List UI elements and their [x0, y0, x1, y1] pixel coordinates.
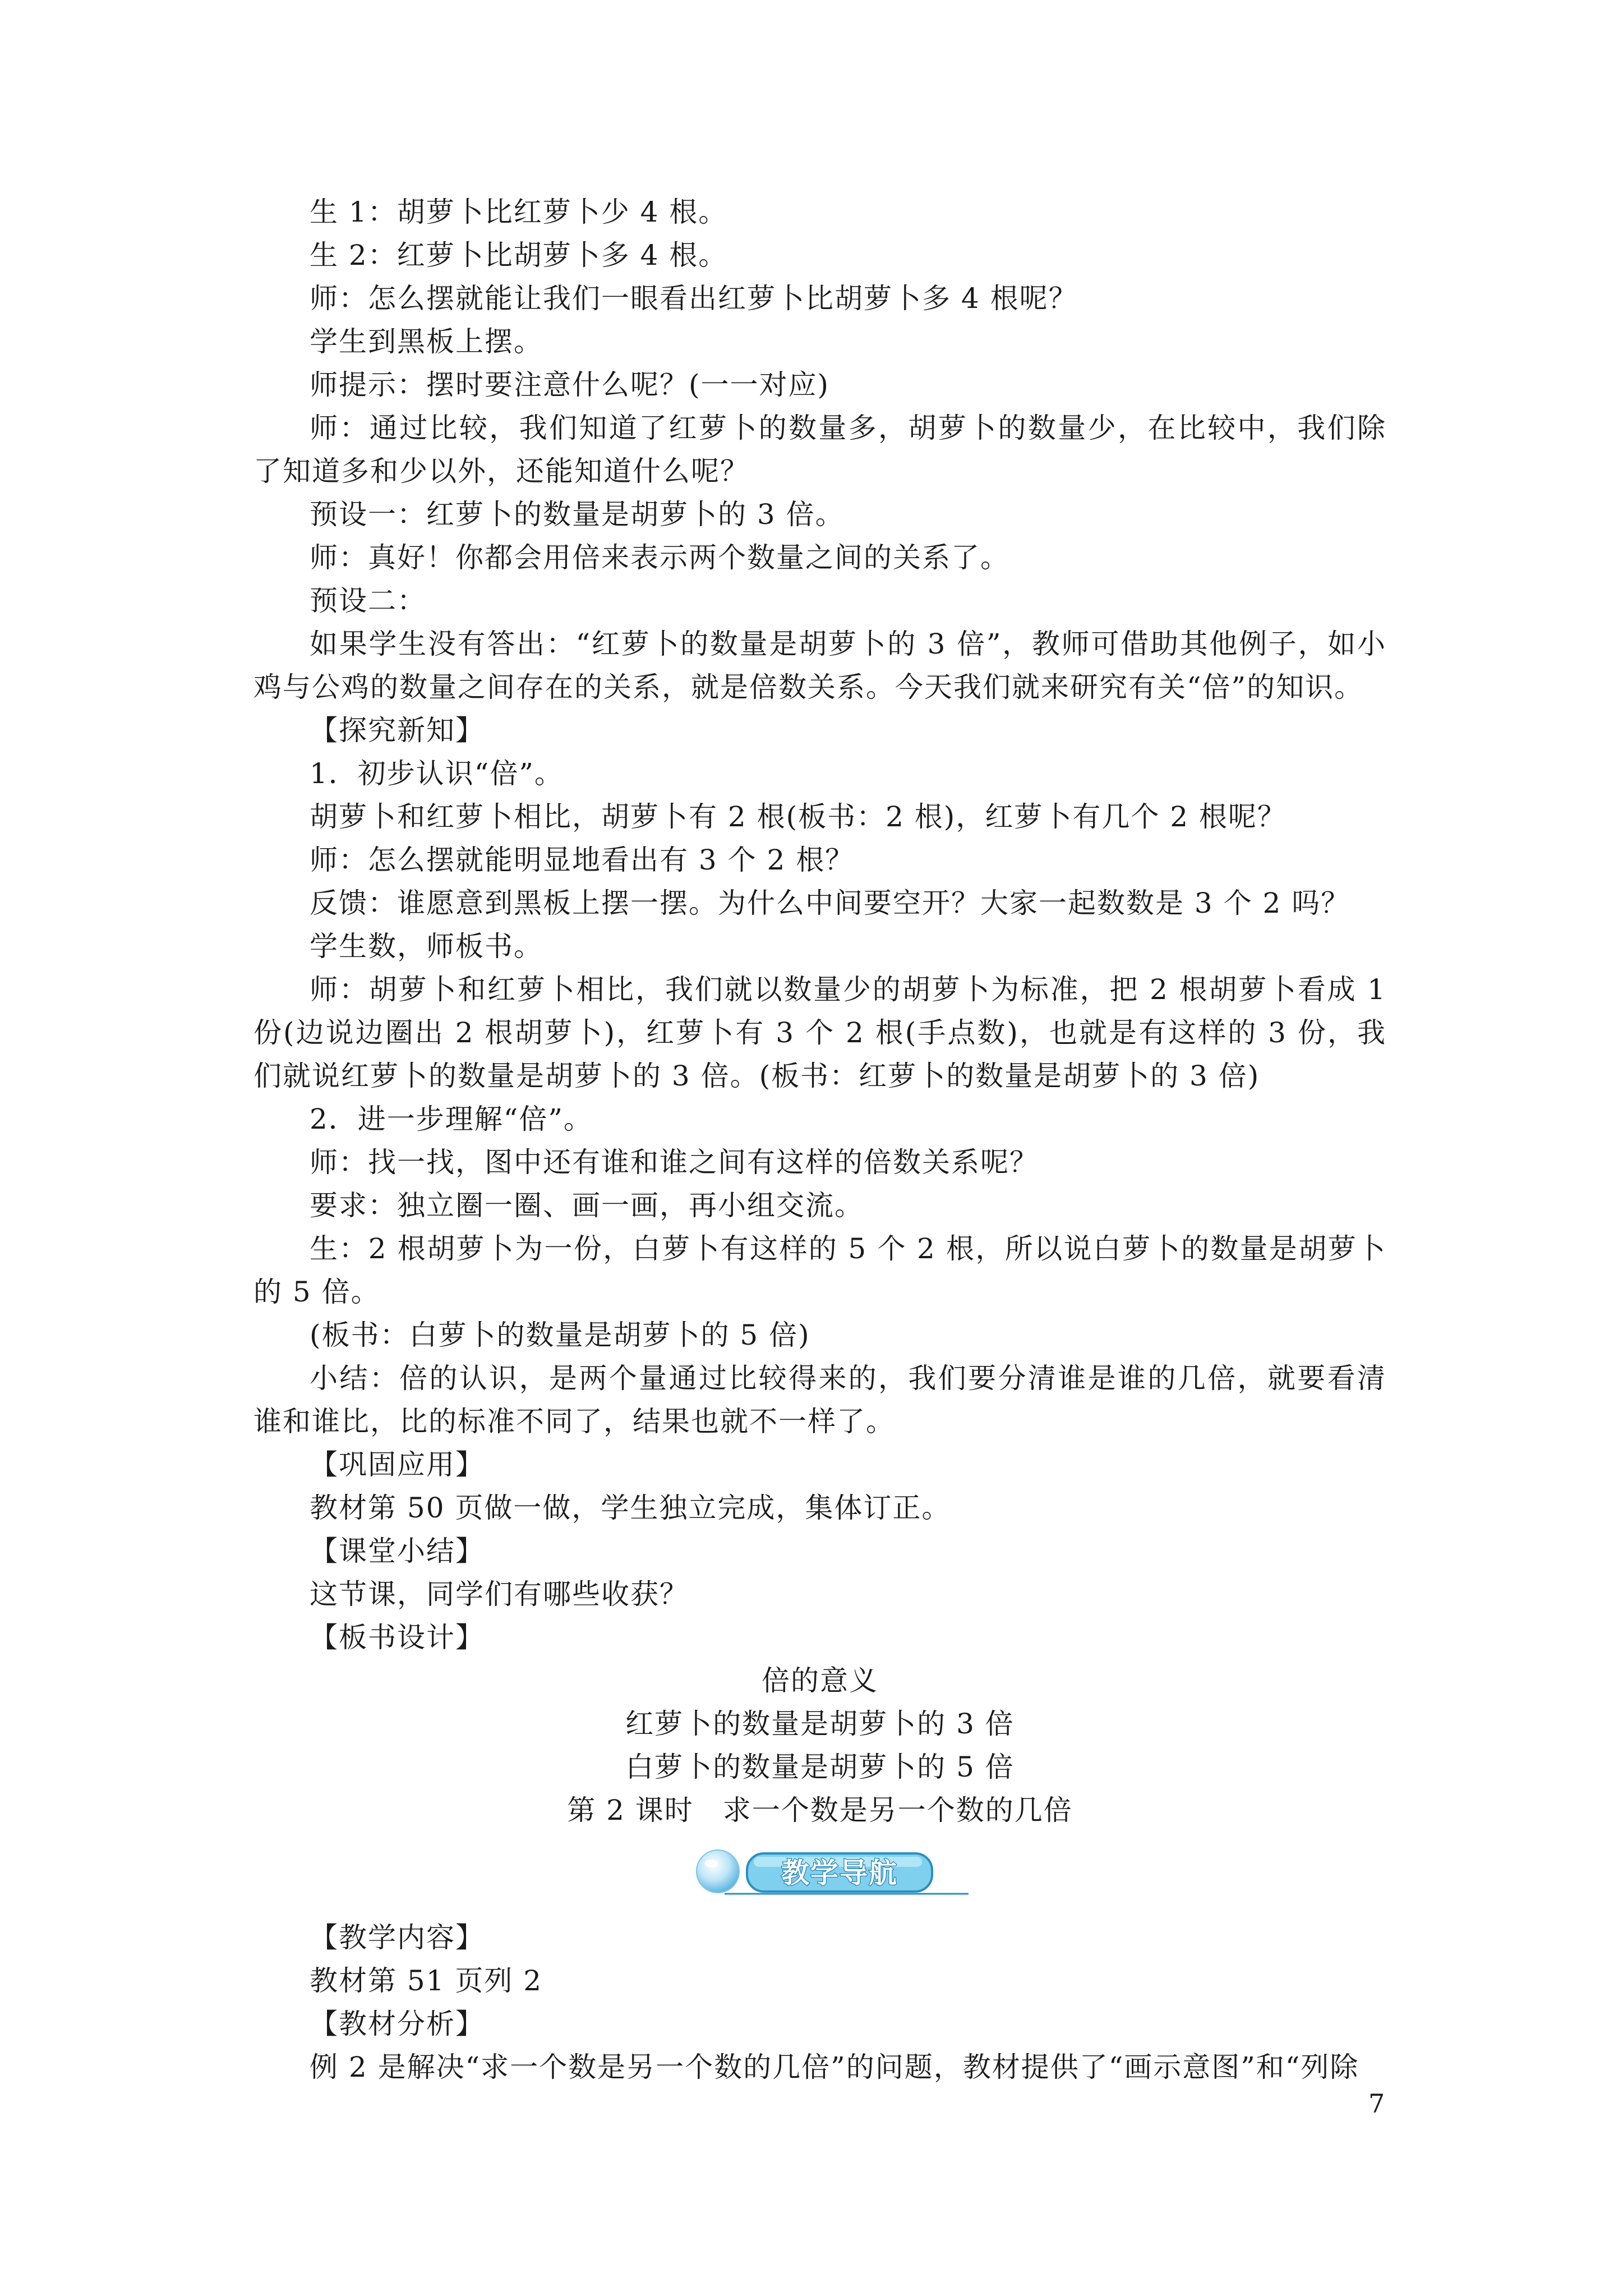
section-heading: 【探究新知】 — [310, 714, 485, 747]
board-title: 倍的意义 — [762, 1664, 878, 1697]
paragraph: 预设一：红萝卜的数量是胡萝卜的 3 倍。 — [310, 498, 845, 531]
paragraph: 小结：倍的认识，是两个量通过比较得来的，我们要分清谁是谁的几倍，就要看清谁和谁比，比的标准不同了，结果也就不一样了。 — [253, 1362, 1386, 1438]
paragraph: 1．初步认识“倍”。 — [310, 757, 564, 790]
paragraph: 教材第 50 页做一做，学生独立完成，集体订正。 — [310, 1492, 951, 1524]
teaching-guide-badge-icon — [691, 1842, 971, 1904]
paragraph: 要求：独立圈一圈、画一画，再小组交流。 — [310, 1189, 864, 1222]
paragraph: 生 1：胡萝卜比红萝卜少 4 根。 — [310, 196, 728, 228]
paragraph: 师提示：摆时要注意什么呢？(一一对应) — [310, 369, 830, 401]
paragraph: 例 2 是解决“求一个数是另一个数的几倍”的问题，教材提供了“画示意图”和“列除 — [310, 2051, 1359, 2083]
paragraph: 师：找一找，图中还有谁和谁之间有这样的倍数关系呢？ — [310, 1146, 1039, 1179]
lesson-title: 第 2 课时 求一个数是另一个数的几倍 — [567, 1794, 1073, 1826]
section-heading: 【课堂小结】 — [310, 1535, 485, 1567]
paragraph: 师：胡萝卜和红萝卜相比，我们就以数量少的胡萝卜为标准，把 2 根胡萝卜看成 1 份(边说边圈出 2 根胡萝卜)，红萝卜有 3 个 2 根(手点数)，也就是有这样的 3 份，我们就说红萝卜的数量是胡萝卜的 3 倍。(板书：红萝卜的数量是胡萝卜的 3 倍) — [253, 973, 1386, 1092]
paragraph: 胡萝卜和红萝卜相比，胡萝卜有 2 根(板书：2 根)，红萝卜有几个 2 根呢？ — [310, 800, 1287, 833]
page-content — [253, 191, 1386, 2089]
section-heading: 【教学内容】 — [310, 1921, 485, 1954]
paragraph: 师：通过比较，我们知道了红萝卜的数量多，胡萝卜的数量少，在比较中，我们除了知道多和少以外，还能知道什么呢？ — [253, 412, 1386, 487]
paragraph: 师：怎么摆就能让我们一眼看出红萝卜比胡萝卜多 4 根呢？ — [310, 282, 1078, 315]
section-heading: 【板书设计】 — [310, 1621, 485, 1654]
paragraph: 学生到黑板上摆。 — [310, 325, 543, 358]
section-heading: 【巩固应用】 — [310, 1448, 485, 1481]
paragraph: 2．进一步理解“倍”。 — [310, 1103, 593, 1135]
badge-text: 教学导航 — [781, 1857, 898, 1889]
paragraph: 生 2：红萝卜比胡萝卜多 4 根。 — [310, 239, 728, 272]
paragraph: 学生数，师板书。 — [310, 930, 543, 963]
paragraph: 预设二： — [310, 585, 426, 617]
paragraph: 教材第 51 页列 2 — [310, 1964, 543, 1997]
paragraph: 如果学生没有答出：“红萝卜的数量是胡萝卜的 3 倍”，教师可借助其他例子，如小鸡与公鸡的数量之间存在的关系，就是倍数关系。今天我们就来研究有关“倍”的知识。 — [253, 628, 1386, 703]
paragraph: 这节课，同学们有哪些收获？ — [310, 1578, 689, 1611]
paragraph: 师：真好！你都会用倍来表示两个数量之间的关系了。 — [310, 541, 1009, 574]
paragraph: 师：怎么摆就能明显地看出有 3 个 2 根？ — [310, 844, 855, 876]
teaching-guide-banner — [253, 1832, 1386, 1916]
page-number: 7 — [1368, 2088, 1385, 2119]
paragraph: 反馈：谁愿意到黑板上摆一摆。为什么中间要空开？大家一起数数是 3 个 2 吗？ — [310, 887, 1350, 919]
paragraph: (板书：白萝卜的数量是胡萝卜的 5 倍) — [310, 1319, 810, 1351]
board-line: 红萝卜的数量是胡萝卜的 3 倍 — [625, 1708, 1015, 1740]
board-line: 白萝卜的数量是胡萝卜的 5 倍 — [625, 1751, 1015, 1783]
section-heading: 【教材分析】 — [310, 2008, 485, 2040]
paragraph: 生：2 根胡萝卜为一份，白萝卜有这样的 5 个 2 根，所以说白萝卜的数量是胡萝卜的 5 倍。 — [253, 1232, 1386, 1308]
